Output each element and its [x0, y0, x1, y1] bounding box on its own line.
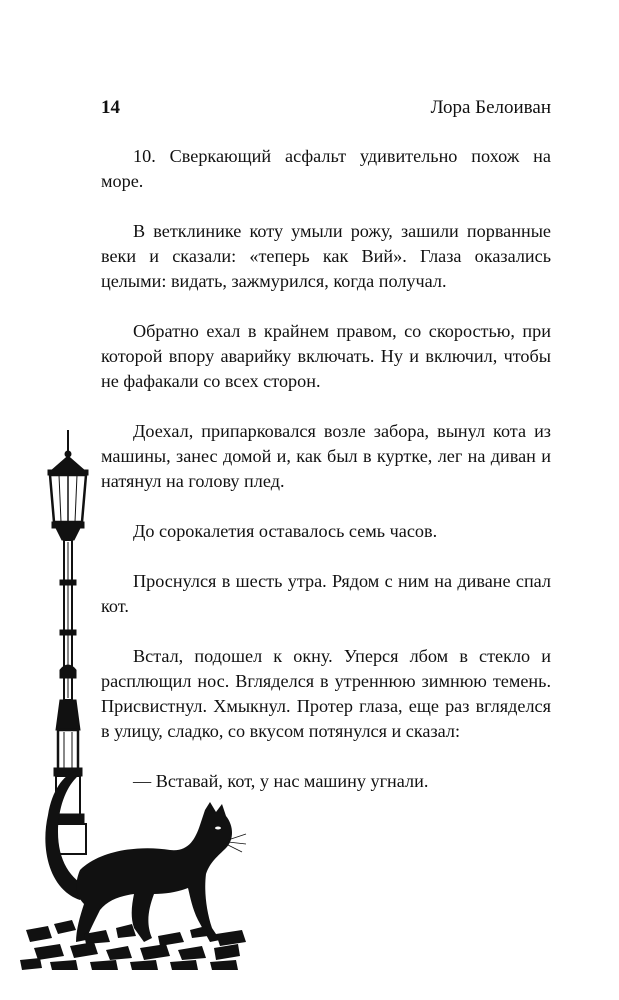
paragraph: Обратно ехал в крайнем правом, со скоростью, при которой впору аварийку включать. Ну и включил, чтобы не фафакали со всех сторон. [101, 321, 551, 391]
paragraph: До сорокалетия оставалось семь часов. [133, 521, 438, 541]
street-lamp-icon [48, 430, 88, 854]
paragraph: 10. Сверкающий асфальт удивительно похож на море. [101, 146, 551, 191]
running-head-author: Лора Белоиван [430, 97, 551, 118]
paragraph: В ветклинике коту умыли рожу, зашили порванные веки и сказали: «теперь как Вий». Глаза оказались целыми: видать, зажмурился, когда получал. [101, 221, 551, 291]
cobblestones [20, 920, 246, 970]
paragraph: Доехал, припарковался возле забора, вынул кота из машины, занес домой и, как был в куртке, лег на диван и натянул на голову плед. [101, 421, 551, 491]
cat-icon [45, 772, 232, 942]
lamppost-cat-illustration [20, 430, 250, 970]
paragraph: — Вставай, кот, у нас машину угнали. [133, 771, 429, 791]
page-number: 14 [101, 97, 120, 118]
paragraph: Встал, подошел к окну. Уперся лбом в стекло и расплющил нос. Вгляделся в утреннюю зимнюю темень. Присвистнул. Хмыкнул. Протер глаза, еще раз вгляделся в улицу, сладко, со вкусом потянулся и сказал: [101, 646, 551, 741]
paragraph: Проснулся в шесть утра. Рядом с ним на диване спал кот. [101, 571, 551, 616]
